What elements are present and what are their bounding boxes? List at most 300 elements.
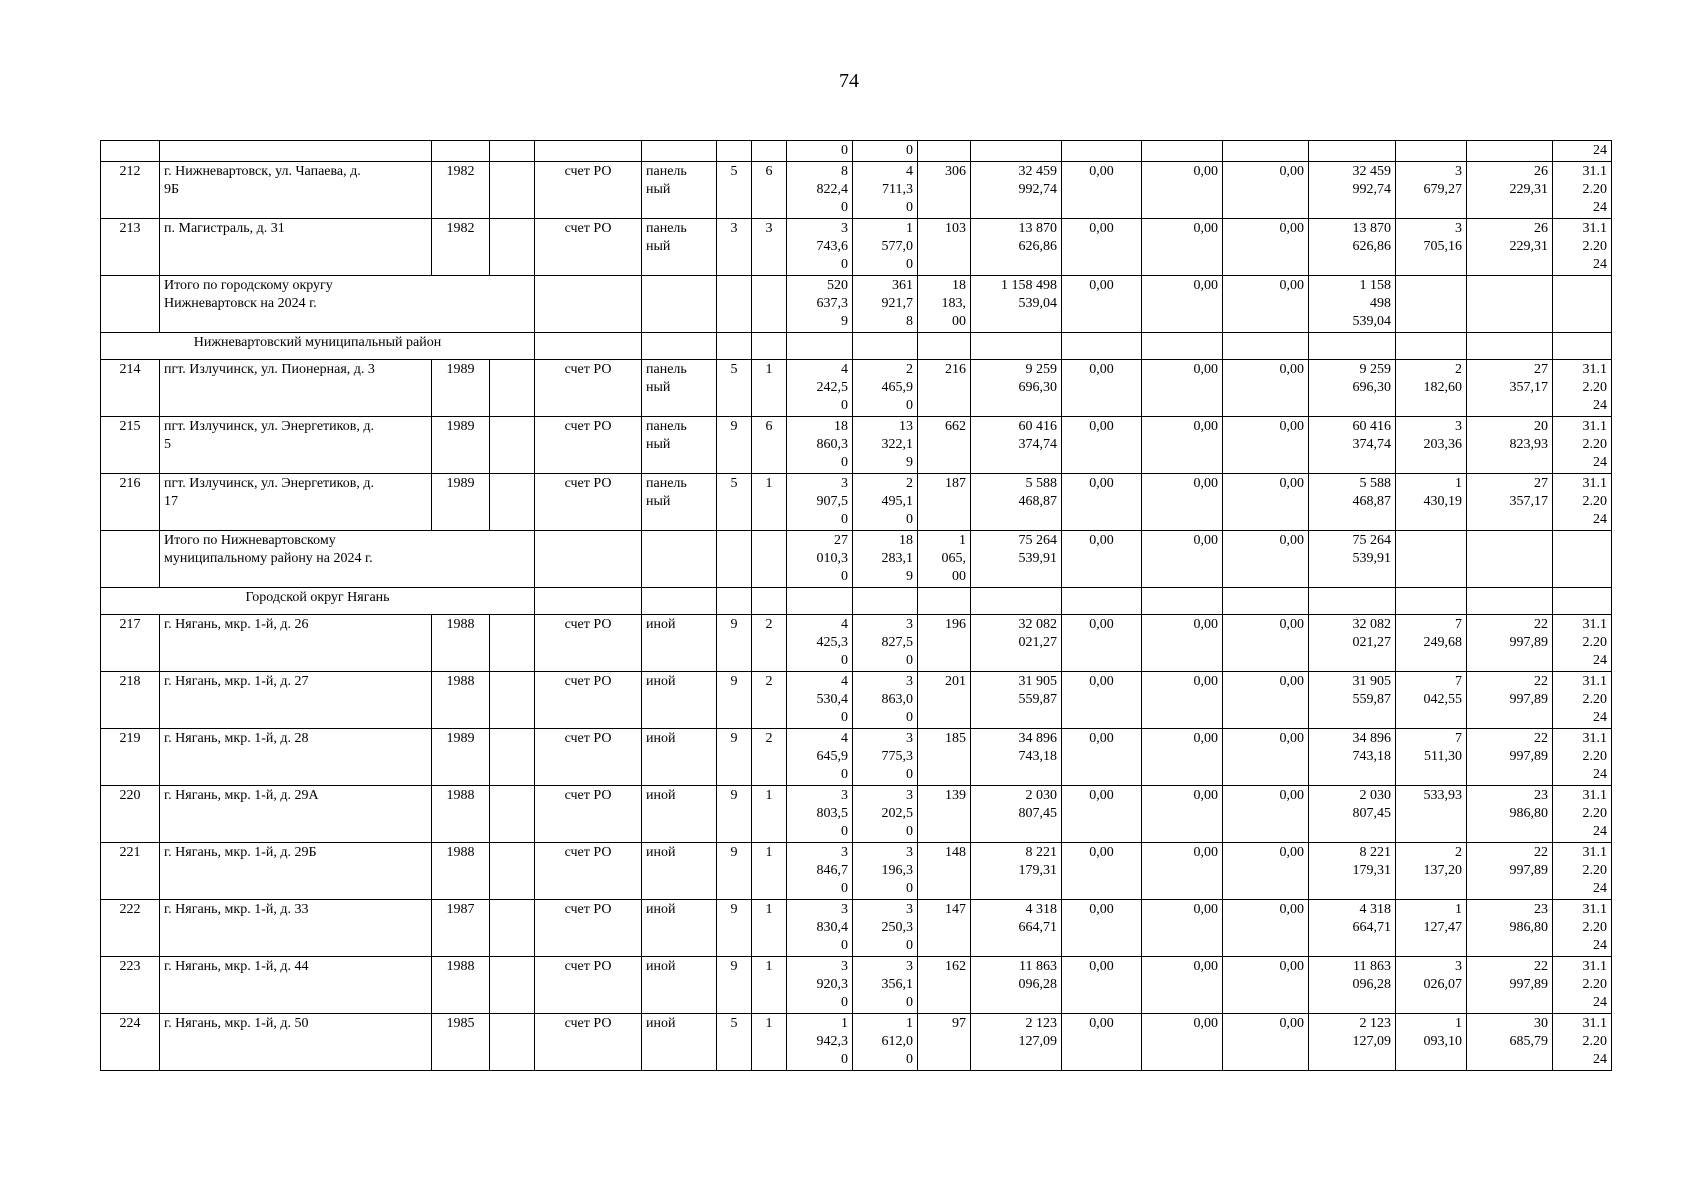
cost-other-cell: 0,00 bbox=[1223, 729, 1309, 786]
cost-per-m2-cell: 533,93 bbox=[1396, 786, 1467, 843]
completion-date-cell: 31.1 2.20 24 bbox=[1553, 615, 1612, 672]
residents-cell: 18 183, 00 bbox=[918, 276, 971, 333]
total-area-cell: 4 530,4 0 bbox=[787, 672, 853, 729]
total-cost-cell bbox=[971, 588, 1062, 615]
cost-per-m2-cell: 7 249,68 bbox=[1396, 615, 1467, 672]
cost-fund-cell: 0,00 bbox=[1062, 729, 1142, 786]
table-row bbox=[101, 843, 1612, 900]
fund-method-cell: счет РО bbox=[535, 360, 642, 417]
total-cost-cell: 1 158 498 539,04 bbox=[971, 276, 1062, 333]
address-cell: г. Нижневартовск, ул. Чапаева, д. 9Б bbox=[160, 162, 432, 219]
fund-method-cell bbox=[535, 588, 642, 615]
cost-owners-cell: 31 905 559,87 bbox=[1309, 672, 1396, 729]
total-area-cell: 4 645,9 0 bbox=[787, 729, 853, 786]
address-cell bbox=[160, 141, 432, 162]
cost-fund-cell: 0,00 bbox=[1062, 162, 1142, 219]
table-row bbox=[101, 615, 1612, 672]
cost-owners-cell: 4 318 664,71 bbox=[1309, 900, 1396, 957]
cost-other-cell bbox=[1223, 333, 1309, 360]
table-row bbox=[101, 417, 1612, 474]
cost-fund-cell: 0,00 bbox=[1062, 531, 1142, 588]
total-area-cell: 3 907,5 0 bbox=[787, 474, 853, 531]
living-area-cell: 1 577,0 0 bbox=[853, 219, 918, 276]
total-area-cell: 8 822,4 0 bbox=[787, 162, 853, 219]
table-row bbox=[101, 1014, 1612, 1071]
residents-cell: 103 bbox=[918, 219, 971, 276]
residents-cell: 185 bbox=[918, 729, 971, 786]
cost-owners-cell: 32 459 992,74 bbox=[1309, 162, 1396, 219]
cost-owners-cell bbox=[1309, 141, 1396, 162]
completion-date-cell: 24 bbox=[1553, 141, 1612, 162]
cost-budget-cell: 0,00 bbox=[1142, 786, 1223, 843]
living-area-cell: 0 bbox=[853, 141, 918, 162]
cost-budget-cell: 0,00 bbox=[1142, 957, 1223, 1014]
total-area-cell: 3 920,3 0 bbox=[787, 957, 853, 1014]
year-cell: 1988 bbox=[432, 672, 490, 729]
section-title: Нижневартовский муниципальный район bbox=[101, 333, 535, 360]
total-area-cell: 27 010,3 0 bbox=[787, 531, 853, 588]
entrances-cell: 1 bbox=[752, 900, 787, 957]
residents-cell: 216 bbox=[918, 360, 971, 417]
col-empty-cell bbox=[490, 162, 535, 219]
cost-budget-cell bbox=[1142, 333, 1223, 360]
total-cost-cell: 8 221 179,31 bbox=[971, 843, 1062, 900]
subtotal-label: Итого по городскому округу Нижневартовск на 2024 г. bbox=[160, 276, 535, 333]
wall-material-cell: панель ный bbox=[642, 219, 717, 276]
floors-cell: 9 bbox=[717, 843, 752, 900]
col-empty-cell bbox=[490, 141, 535, 162]
cost-fund-cell: 0,00 bbox=[1062, 672, 1142, 729]
total-cost-cell: 2 030 807,45 bbox=[971, 786, 1062, 843]
total-area-cell: 0 bbox=[787, 141, 853, 162]
address-cell: пгт. Излучинск, ул. Пионерная, д. 3 bbox=[160, 360, 432, 417]
cost-per-m2-cell: 3 203,36 bbox=[1396, 417, 1467, 474]
row-number-cell: 219 bbox=[101, 729, 160, 786]
cost-per-m2-cell: 2 182,60 bbox=[1396, 360, 1467, 417]
col-empty-cell bbox=[490, 219, 535, 276]
completion-date-cell: 31.1 2.20 24 bbox=[1553, 219, 1612, 276]
entrances-cell: 1 bbox=[752, 843, 787, 900]
col-empty-cell bbox=[490, 360, 535, 417]
floors-cell: 9 bbox=[717, 729, 752, 786]
cost-fund-cell: 0,00 bbox=[1062, 360, 1142, 417]
entrances-cell: 2 bbox=[752, 729, 787, 786]
completion-date-cell: 31.1 2.20 24 bbox=[1553, 672, 1612, 729]
living-area-cell: 18 283,1 9 bbox=[853, 531, 918, 588]
cost-budget-cell: 0,00 bbox=[1142, 162, 1223, 219]
limit-cost-per-m2-cell: 22 997,89 bbox=[1467, 672, 1553, 729]
floors-cell bbox=[717, 333, 752, 360]
living-area-cell: 2 495,1 0 bbox=[853, 474, 918, 531]
year-cell: 1988 bbox=[432, 615, 490, 672]
floors-cell bbox=[717, 276, 752, 333]
cost-other-cell: 0,00 bbox=[1223, 417, 1309, 474]
cost-fund-cell bbox=[1062, 141, 1142, 162]
floors-cell: 9 bbox=[717, 786, 752, 843]
fund-method-cell: счет РО bbox=[535, 474, 642, 531]
wall-material-cell bbox=[642, 276, 717, 333]
limit-cost-per-m2-cell bbox=[1467, 276, 1553, 333]
subtotal-row bbox=[101, 276, 1612, 333]
living-area-cell: 4 711,3 0 bbox=[853, 162, 918, 219]
wall-material-cell: иной bbox=[642, 1014, 717, 1071]
fund-method-cell: счет РО bbox=[535, 957, 642, 1014]
living-area-cell bbox=[853, 588, 918, 615]
row-number-cell: 217 bbox=[101, 615, 160, 672]
fund-method-cell bbox=[535, 531, 642, 588]
cost-per-m2-cell: 3 026,07 bbox=[1396, 957, 1467, 1014]
cost-budget-cell: 0,00 bbox=[1142, 672, 1223, 729]
fund-method-cell: счет РО bbox=[535, 672, 642, 729]
entrances-cell: 6 bbox=[752, 417, 787, 474]
entrances-cell: 2 bbox=[752, 615, 787, 672]
cost-other-cell bbox=[1223, 588, 1309, 615]
completion-date-cell: 31.1 2.20 24 bbox=[1553, 417, 1612, 474]
cost-fund-cell bbox=[1062, 588, 1142, 615]
cost-fund-cell bbox=[1062, 333, 1142, 360]
cost-fund-cell: 0,00 bbox=[1062, 474, 1142, 531]
table-row bbox=[101, 957, 1612, 1014]
floors-cell: 9 bbox=[717, 615, 752, 672]
cost-budget-cell: 0,00 bbox=[1142, 900, 1223, 957]
floors-cell: 9 bbox=[717, 957, 752, 1014]
row-number-cell: 218 bbox=[101, 672, 160, 729]
residents-cell: 97 bbox=[918, 1014, 971, 1071]
limit-cost-per-m2-cell: 26 229,31 bbox=[1467, 219, 1553, 276]
cost-owners-cell: 60 416 374,74 bbox=[1309, 417, 1396, 474]
living-area-cell: 3 863,0 0 bbox=[853, 672, 918, 729]
limit-cost-per-m2-cell: 30 685,79 bbox=[1467, 1014, 1553, 1071]
row-number-cell bbox=[101, 141, 160, 162]
cost-owners-cell: 2 030 807,45 bbox=[1309, 786, 1396, 843]
entrances-cell bbox=[752, 141, 787, 162]
table-row bbox=[101, 162, 1612, 219]
cost-budget-cell: 0,00 bbox=[1142, 531, 1223, 588]
total-cost-cell: 34 896 743,18 bbox=[971, 729, 1062, 786]
fund-method-cell: счет РО bbox=[535, 900, 642, 957]
living-area-cell: 3 775,3 0 bbox=[853, 729, 918, 786]
completion-date-cell bbox=[1553, 333, 1612, 360]
entrances-cell: 6 bbox=[752, 162, 787, 219]
residents-cell: 187 bbox=[918, 474, 971, 531]
address-cell: г. Нягань, мкр. 1-й, д. 50 bbox=[160, 1014, 432, 1071]
residents-cell: 196 bbox=[918, 615, 971, 672]
fund-method-cell: счет РО bbox=[535, 1014, 642, 1071]
wall-material-cell bbox=[642, 141, 717, 162]
total-area-cell: 4 242,5 0 bbox=[787, 360, 853, 417]
residents-cell: 139 bbox=[918, 786, 971, 843]
completion-date-cell: 31.1 2.20 24 bbox=[1553, 474, 1612, 531]
row-number-cell bbox=[101, 276, 160, 333]
col-empty-cell bbox=[490, 615, 535, 672]
fund-method-cell bbox=[535, 333, 642, 360]
address-cell: г. Нягань, мкр. 1-й, д. 28 bbox=[160, 729, 432, 786]
cost-fund-cell: 0,00 bbox=[1062, 219, 1142, 276]
year-cell: 1989 bbox=[432, 729, 490, 786]
limit-cost-per-m2-cell: 27 357,17 bbox=[1467, 474, 1553, 531]
cost-owners-cell: 32 082 021,27 bbox=[1309, 615, 1396, 672]
address-cell: г. Нягань, мкр. 1-й, д. 44 bbox=[160, 957, 432, 1014]
completion-date-cell: 31.1 2.20 24 bbox=[1553, 786, 1612, 843]
limit-cost-per-m2-cell: 22 997,89 bbox=[1467, 957, 1553, 1014]
cost-other-cell: 0,00 bbox=[1223, 786, 1309, 843]
total-area-cell: 3 830,4 0 bbox=[787, 900, 853, 957]
col-empty-cell bbox=[490, 417, 535, 474]
limit-cost-per-m2-cell bbox=[1467, 588, 1553, 615]
row-number-cell: 222 bbox=[101, 900, 160, 957]
entrances-cell bbox=[752, 588, 787, 615]
wall-material-cell: иной bbox=[642, 786, 717, 843]
completion-date-cell: 31.1 2.20 24 bbox=[1553, 162, 1612, 219]
living-area-cell: 2 465,9 0 bbox=[853, 360, 918, 417]
completion-date-cell: 31.1 2.20 24 bbox=[1553, 843, 1612, 900]
total-cost-cell: 32 082 021,27 bbox=[971, 615, 1062, 672]
limit-cost-per-m2-cell: 23 986,80 bbox=[1467, 786, 1553, 843]
cost-other-cell: 0,00 bbox=[1223, 957, 1309, 1014]
row-number-cell: 216 bbox=[101, 474, 160, 531]
completion-date-cell: 31.1 2.20 24 bbox=[1553, 1014, 1612, 1071]
cost-fund-cell: 0,00 bbox=[1062, 276, 1142, 333]
cost-other-cell: 0,00 bbox=[1223, 276, 1309, 333]
floors-cell bbox=[717, 531, 752, 588]
cost-owners-cell: 1 158 498 539,04 bbox=[1309, 276, 1396, 333]
row-number-cell: 214 bbox=[101, 360, 160, 417]
wall-material-cell: панель ный bbox=[642, 417, 717, 474]
floors-cell: 5 bbox=[717, 162, 752, 219]
total-cost-cell: 31 905 559,87 bbox=[971, 672, 1062, 729]
residents-cell: 1 065, 00 bbox=[918, 531, 971, 588]
floors-cell: 9 bbox=[717, 672, 752, 729]
fund-method-cell: счет РО bbox=[535, 417, 642, 474]
year-cell bbox=[432, 141, 490, 162]
total-cost-cell: 13 870 626,86 bbox=[971, 219, 1062, 276]
year-cell: 1982 bbox=[432, 162, 490, 219]
total-cost-cell bbox=[971, 141, 1062, 162]
fund-method-cell: счет РО bbox=[535, 162, 642, 219]
fund-method-cell bbox=[535, 276, 642, 333]
total-area-cell bbox=[787, 588, 853, 615]
table-row-continuation bbox=[101, 141, 1612, 162]
entrances-cell: 1 bbox=[752, 360, 787, 417]
page-number: 74 bbox=[839, 70, 859, 92]
cost-fund-cell: 0,00 bbox=[1062, 843, 1142, 900]
wall-material-cell bbox=[642, 588, 717, 615]
year-cell: 1988 bbox=[432, 843, 490, 900]
fund-method-cell: счет РО bbox=[535, 786, 642, 843]
cost-per-m2-cell: 7 511,30 bbox=[1396, 729, 1467, 786]
total-cost-cell: 9 259 696,30 bbox=[971, 360, 1062, 417]
cost-budget-cell: 0,00 bbox=[1142, 474, 1223, 531]
entrances-cell: 1 bbox=[752, 786, 787, 843]
address-cell: г. Нягань, мкр. 1-й, д. 27 bbox=[160, 672, 432, 729]
total-area-cell bbox=[787, 333, 853, 360]
col-empty-cell bbox=[490, 672, 535, 729]
cost-other-cell: 0,00 bbox=[1223, 672, 1309, 729]
total-area-cell: 3 803,5 0 bbox=[787, 786, 853, 843]
address-cell: пгт. Излучинск, ул. Энергетиков, д. 17 bbox=[160, 474, 432, 531]
residents-cell: 147 bbox=[918, 900, 971, 957]
row-number-cell bbox=[101, 531, 160, 588]
section-header-row bbox=[101, 333, 1612, 360]
limit-cost-per-m2-cell bbox=[1467, 531, 1553, 588]
floors-cell bbox=[717, 141, 752, 162]
cost-owners-cell bbox=[1309, 588, 1396, 615]
cost-fund-cell: 0,00 bbox=[1062, 615, 1142, 672]
cost-budget-cell bbox=[1142, 141, 1223, 162]
entrances-cell: 1 bbox=[752, 957, 787, 1014]
floors-cell: 9 bbox=[717, 900, 752, 957]
cost-per-m2-cell bbox=[1396, 276, 1467, 333]
cost-fund-cell: 0,00 bbox=[1062, 900, 1142, 957]
col-empty-cell bbox=[490, 474, 535, 531]
completion-date-cell: 31.1 2.20 24 bbox=[1553, 957, 1612, 1014]
limit-cost-per-m2-cell: 20 823,93 bbox=[1467, 417, 1553, 474]
address-cell: п. Магистраль, д. 31 bbox=[160, 219, 432, 276]
col-empty-cell bbox=[490, 900, 535, 957]
entrances-cell: 2 bbox=[752, 672, 787, 729]
address-cell: г. Нягань, мкр. 1-й, д. 29Б bbox=[160, 843, 432, 900]
cost-other-cell bbox=[1223, 141, 1309, 162]
living-area-cell: 3 827,5 0 bbox=[853, 615, 918, 672]
total-cost-cell: 11 863 096,28 bbox=[971, 957, 1062, 1014]
residents-cell bbox=[918, 333, 971, 360]
floors-cell: 5 bbox=[717, 360, 752, 417]
cost-other-cell: 0,00 bbox=[1223, 843, 1309, 900]
row-number-cell: 212 bbox=[101, 162, 160, 219]
cost-budget-cell: 0,00 bbox=[1142, 843, 1223, 900]
cost-budget-cell: 0,00 bbox=[1142, 417, 1223, 474]
wall-material-cell: иной bbox=[642, 957, 717, 1014]
cost-per-m2-cell: 1 430,19 bbox=[1396, 474, 1467, 531]
cost-per-m2-cell: 3 705,16 bbox=[1396, 219, 1467, 276]
fund-method-cell: счет РО bbox=[535, 729, 642, 786]
col-empty-cell bbox=[490, 729, 535, 786]
living-area-cell: 3 356,1 0 bbox=[853, 957, 918, 1014]
row-number-cell: 223 bbox=[101, 957, 160, 1014]
limit-cost-per-m2-cell: 23 986,80 bbox=[1467, 900, 1553, 957]
total-cost-cell bbox=[971, 333, 1062, 360]
completion-date-cell: 31.1 2.20 24 bbox=[1553, 900, 1612, 957]
completion-date-cell: 31.1 2.20 24 bbox=[1553, 360, 1612, 417]
row-number-cell: 213 bbox=[101, 219, 160, 276]
cost-per-m2-cell: 3 679,27 bbox=[1396, 162, 1467, 219]
completion-date-cell: 31.1 2.20 24 bbox=[1553, 729, 1612, 786]
residents-cell: 306 bbox=[918, 162, 971, 219]
total-area-cell: 1 942,3 0 bbox=[787, 1014, 853, 1071]
wall-material-cell: панель ный bbox=[642, 474, 717, 531]
col-empty-cell bbox=[490, 786, 535, 843]
floors-cell bbox=[717, 588, 752, 615]
fund-method-cell bbox=[535, 141, 642, 162]
row-number-cell: 221 bbox=[101, 843, 160, 900]
wall-material-cell: иной bbox=[642, 900, 717, 957]
limit-cost-per-m2-cell: 27 357,17 bbox=[1467, 360, 1553, 417]
total-area-cell: 520 637,3 9 bbox=[787, 276, 853, 333]
table-row bbox=[101, 729, 1612, 786]
residents-cell: 201 bbox=[918, 672, 971, 729]
cost-other-cell: 0,00 bbox=[1223, 900, 1309, 957]
residents-cell bbox=[918, 141, 971, 162]
year-cell: 1989 bbox=[432, 474, 490, 531]
residents-cell bbox=[918, 588, 971, 615]
floors-cell: 9 bbox=[717, 417, 752, 474]
total-area-cell: 18 860,3 0 bbox=[787, 417, 853, 474]
year-cell: 1985 bbox=[432, 1014, 490, 1071]
row-number-cell: 215 bbox=[101, 417, 160, 474]
section-title: Городской округ Нягань bbox=[101, 588, 535, 615]
cost-owners-cell: 2 123 127,09 bbox=[1309, 1014, 1396, 1071]
residents-cell: 662 bbox=[918, 417, 971, 474]
table-row bbox=[101, 474, 1612, 531]
section-header-row bbox=[101, 588, 1612, 615]
wall-material-cell: панель ный bbox=[642, 360, 717, 417]
wall-material-cell: иной bbox=[642, 672, 717, 729]
cost-other-cell: 0,00 bbox=[1223, 474, 1309, 531]
cost-other-cell: 0,00 bbox=[1223, 1014, 1309, 1071]
total-cost-cell: 5 588 468,87 bbox=[971, 474, 1062, 531]
entrances-cell bbox=[752, 333, 787, 360]
table-row bbox=[101, 786, 1612, 843]
year-cell: 1989 bbox=[432, 360, 490, 417]
cost-per-m2-cell bbox=[1396, 588, 1467, 615]
entrances-cell bbox=[752, 531, 787, 588]
total-cost-cell: 75 264 539,91 bbox=[971, 531, 1062, 588]
limit-cost-per-m2-cell bbox=[1467, 141, 1553, 162]
floors-cell: 3 bbox=[717, 219, 752, 276]
completion-date-cell bbox=[1553, 588, 1612, 615]
wall-material-cell bbox=[642, 333, 717, 360]
cost-owners-cell: 13 870 626,86 bbox=[1309, 219, 1396, 276]
wall-material-cell bbox=[642, 531, 717, 588]
total-area-cell: 4 425,3 0 bbox=[787, 615, 853, 672]
cost-per-m2-cell: 2 137,20 bbox=[1396, 843, 1467, 900]
cost-owners-cell bbox=[1309, 333, 1396, 360]
cost-other-cell: 0,00 bbox=[1223, 360, 1309, 417]
cost-budget-cell: 0,00 bbox=[1142, 276, 1223, 333]
completion-date-cell bbox=[1553, 531, 1612, 588]
limit-cost-per-m2-cell: 26 229,31 bbox=[1467, 162, 1553, 219]
cost-owners-cell: 34 896 743,18 bbox=[1309, 729, 1396, 786]
fund-method-cell: счет РО bbox=[535, 615, 642, 672]
row-number-cell: 224 bbox=[101, 1014, 160, 1071]
fund-method-cell: счет РО bbox=[535, 843, 642, 900]
floors-cell: 5 bbox=[717, 1014, 752, 1071]
cost-budget-cell: 0,00 bbox=[1142, 360, 1223, 417]
entrances-cell: 1 bbox=[752, 1014, 787, 1071]
table-row bbox=[101, 219, 1612, 276]
col-empty-cell bbox=[490, 1014, 535, 1071]
year-cell: 1989 bbox=[432, 417, 490, 474]
cost-fund-cell: 0,00 bbox=[1062, 957, 1142, 1014]
cost-owners-cell: 75 264 539,91 bbox=[1309, 531, 1396, 588]
wall-material-cell: панель ный bbox=[642, 162, 717, 219]
residents-cell: 162 bbox=[918, 957, 971, 1014]
table-row bbox=[101, 672, 1612, 729]
subtotal-label: Итого по Нижневартовскому муниципальному району на 2024 г. bbox=[160, 531, 535, 588]
limit-cost-per-m2-cell: 22 997,89 bbox=[1467, 615, 1553, 672]
living-area-cell: 3 196,3 0 bbox=[853, 843, 918, 900]
cost-owners-cell: 8 221 179,31 bbox=[1309, 843, 1396, 900]
cost-other-cell: 0,00 bbox=[1223, 162, 1309, 219]
living-area-cell: 13 322,1 9 bbox=[853, 417, 918, 474]
total-area-cell: 3 846,7 0 bbox=[787, 843, 853, 900]
cost-budget-cell bbox=[1142, 588, 1223, 615]
total-cost-cell: 60 416 374,74 bbox=[971, 417, 1062, 474]
year-cell: 1987 bbox=[432, 900, 490, 957]
subtotal-row bbox=[101, 531, 1612, 588]
total-cost-cell: 2 123 127,09 bbox=[971, 1014, 1062, 1071]
limit-cost-per-m2-cell: 22 997,89 bbox=[1467, 729, 1553, 786]
